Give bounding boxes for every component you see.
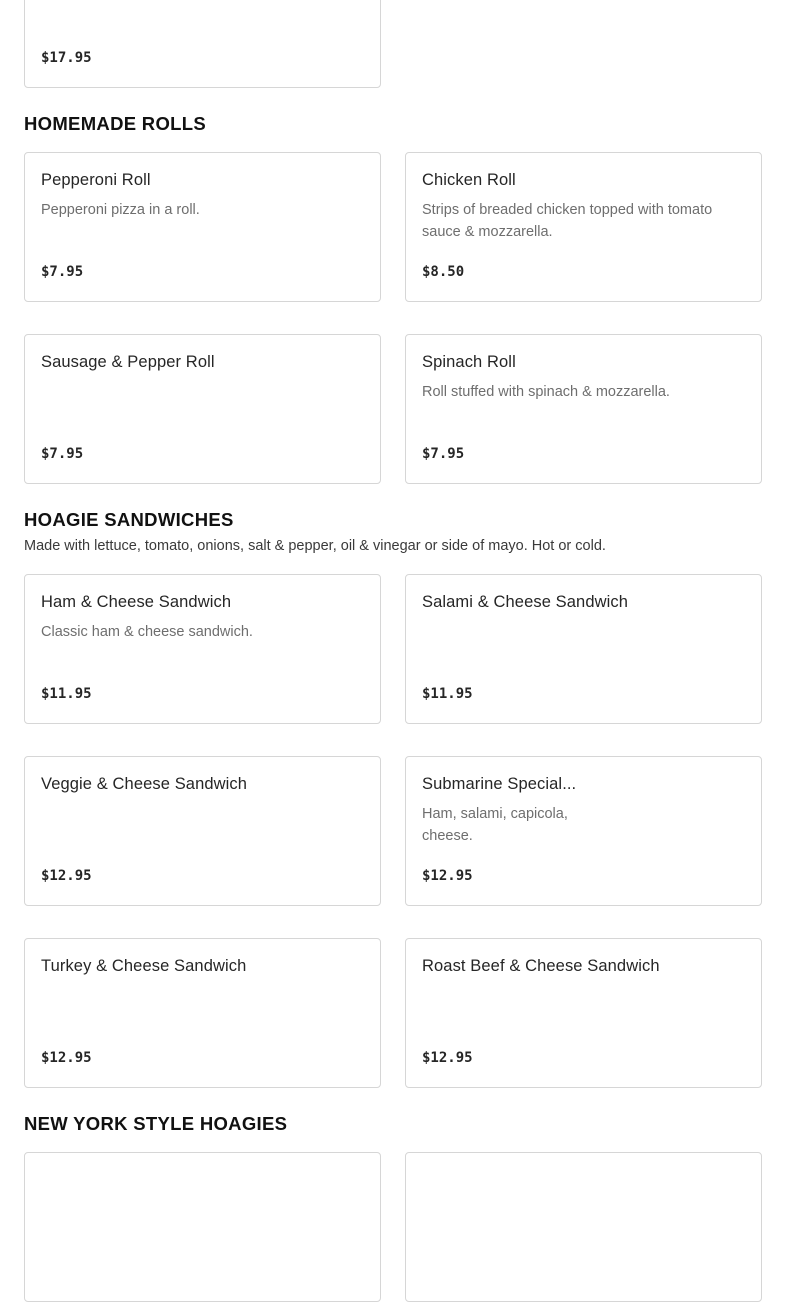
menu-item-price: $11.95 bbox=[41, 686, 92, 702]
menu-item-price: $12.95 bbox=[422, 868, 473, 884]
menu-item-price: $7.95 bbox=[422, 446, 465, 462]
menu-item-card-sausage-pepper-roll[interactable] bbox=[24, 334, 381, 484]
menu-item-name: Turkey & Cheese Sandwich bbox=[41, 957, 247, 975]
menu-item-price: $8.50 bbox=[422, 264, 465, 280]
menu-item-price: $17.95 bbox=[41, 50, 92, 66]
menu-item-price: $7.95 bbox=[41, 446, 84, 462]
menu-item-price: $7.95 bbox=[41, 264, 84, 280]
menu-item-card[interactable] bbox=[405, 1152, 762, 1302]
menu-item-description: Strips of breaded chicken topped with tomato sauce & mozzarella. bbox=[422, 202, 713, 240]
menu-item-card-spinach-roll[interactable] bbox=[405, 334, 762, 484]
section-description: Made with lettuce, tomato, onions, salt & pepper, oil & vinegar or side of mayo. Hot or cold. bbox=[24, 538, 606, 554]
menu-item-description: Ham, salami, capicola, cheese. bbox=[422, 806, 568, 844]
menu-item-card-turkey-cheese-sandwich[interactable] bbox=[24, 938, 381, 1088]
menu-item-price: $12.95 bbox=[41, 1050, 92, 1066]
menu-item-card-pepperoni-roll[interactable] bbox=[24, 152, 381, 302]
menu-item-price: $11.95 bbox=[422, 686, 473, 702]
menu-item-card-veggie-cheese-sandwich[interactable] bbox=[24, 756, 381, 906]
section-title-hoagie-sandwiches: HOAGIE SANDWICHES bbox=[24, 509, 234, 530]
menu-item-description: Classic ham & cheese sandwich. bbox=[41, 624, 253, 640]
section-title-homemade-rolls: HOMEMADE ROLLS bbox=[24, 113, 207, 134]
menu-item-card[interactable] bbox=[24, 0, 381, 88]
menu-item-name: Sausage & Pepper Roll bbox=[41, 353, 215, 371]
section-title-new-york-hoagies: NEW YORK STYLE HOAGIES bbox=[24, 1113, 288, 1134]
menu-item-name: Salami & Cheese Sandwich bbox=[422, 593, 629, 611]
menu-item-price: $12.95 bbox=[422, 1050, 473, 1066]
menu-item-name: Submarine Special... bbox=[422, 775, 577, 793]
menu-item-name: Spinach Roll bbox=[422, 353, 516, 371]
menu-item-card-chicken-roll[interactable] bbox=[405, 152, 762, 302]
menu-item-card-ham-cheese-sandwich[interactable] bbox=[24, 574, 381, 724]
menu-item-name: Chicken Roll bbox=[422, 171, 516, 189]
menu-item-card-roast-beef-cheese-sandwich[interactable] bbox=[405, 938, 762, 1088]
menu-item-description: Roll stuffed with spinach & mozzarella. bbox=[422, 384, 670, 400]
menu-item-name: Veggie & Cheese Sandwich bbox=[41, 775, 248, 793]
menu-item-card-submarine-special[interactable] bbox=[405, 756, 762, 906]
menu-item-name: Roast Beef & Cheese Sandwich bbox=[422, 957, 660, 975]
menu-item-name: Ham & Cheese Sandwich bbox=[41, 593, 232, 611]
menu-item-price: $12.95 bbox=[41, 868, 92, 884]
menu-item-name: Pepperoni Roll bbox=[41, 171, 151, 189]
menu-item-card[interactable] bbox=[24, 1152, 381, 1302]
menu-item-description: Pepperoni pizza in a roll. bbox=[41, 202, 200, 218]
menu-item-card-salami-cheese-sandwich[interactable] bbox=[405, 574, 762, 724]
